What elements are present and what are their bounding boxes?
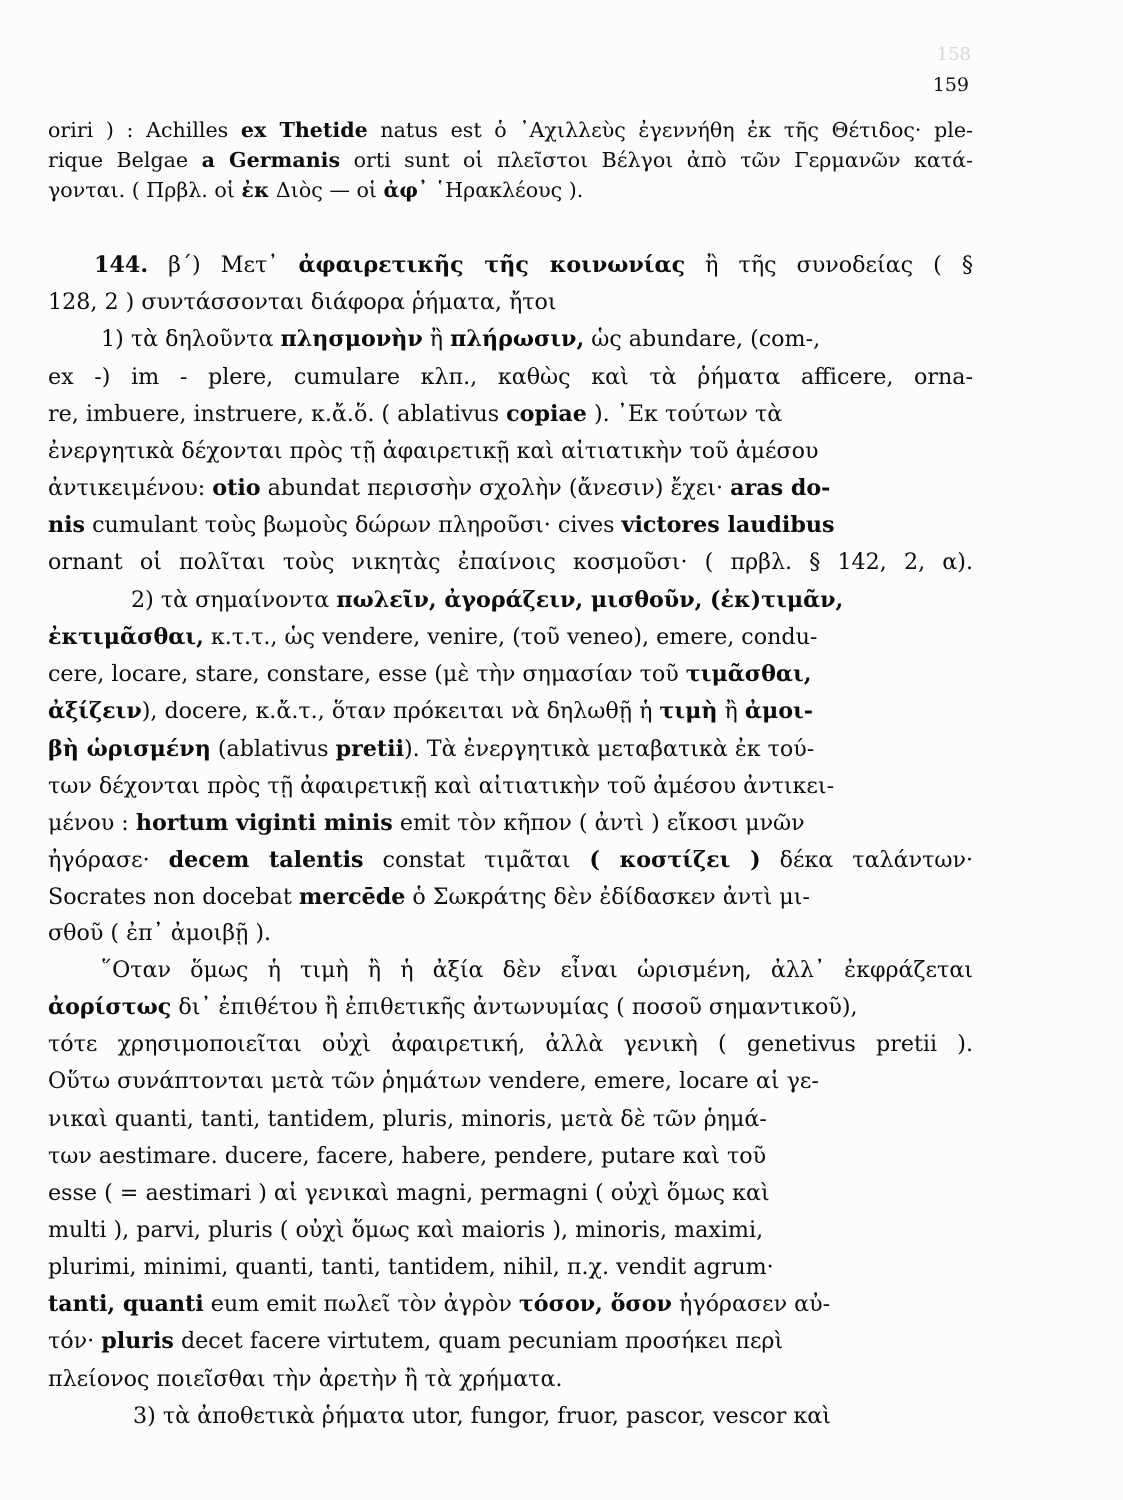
- line-content: [48, 289, 557, 315]
- bold-text-run: 144.: [94, 252, 149, 278]
- text-line: [94, 252, 973, 278]
- bold-text-run: otio: [212, 475, 261, 501]
- line-content: [48, 736, 814, 762]
- text-line: [48, 920, 973, 946]
- text-run: re, imbuere, instruere, κ.ἄ.ὅ. ( ablativus: [48, 401, 507, 427]
- text-run: plurimi, minimi, quanti, tanti, tantidem, nihil, π.χ. vendit agrum·: [48, 1254, 774, 1280]
- text-line: [133, 1403, 973, 1429]
- text-line: [48, 289, 973, 315]
- line-content: [48, 1291, 830, 1317]
- text-run: ex -) im - plere, cumulare κλπ., καθὼς καὶ τὰ ῥήματα afficere, orna-: [48, 364, 973, 390]
- text-run: γονται. ( Πρβλ. οἱ: [48, 178, 242, 202]
- text-run: Socrates non docebat: [48, 884, 299, 910]
- text-run: Διὸς — οἱ: [269, 178, 384, 202]
- line-content: [94, 252, 973, 278]
- line-content: [48, 1217, 763, 1243]
- text-line: [48, 994, 973, 1020]
- text-run: 128, 2 ) συντάσσονται διάφορα ῥήματα, ἤτοι: [48, 289, 557, 315]
- text-run: ), docere, κ.ἄ.τ., ὅταν πρόκειται νὰ δηλωθῇ ἡ: [141, 698, 660, 724]
- text-line: [48, 698, 973, 724]
- text-run: δι᾽ ἐπιθέτου ἢ ἐπιθετικῆς ἀντωνυμίας ( ποσοῦ σημαντικοῦ),: [171, 994, 858, 1020]
- text-line: [101, 957, 973, 983]
- text-run: ἠγόρασε·: [48, 847, 169, 873]
- text-run: 1) τὰ δηλοῦντα: [101, 326, 281, 352]
- text-line: [48, 810, 973, 836]
- text-line: [48, 1366, 973, 1392]
- line-content: [48, 1106, 767, 1132]
- text-line: [48, 773, 973, 799]
- text-run: ). ᾽Εκ τούτων τὰ: [586, 401, 783, 427]
- text-run: constat τιμᾶται: [363, 847, 590, 873]
- line-content: [48, 1143, 766, 1169]
- text-run: ). Τὰ ἐνεργητικὰ μεταβατικὰ ἐκ τού-: [404, 736, 815, 762]
- bold-text-run: a Germanis: [201, 148, 341, 172]
- text-run: των aestimare. ducere, facere, habere, pendere, putare καὶ τοῦ: [48, 1143, 767, 1169]
- bold-text-run: πλησμονὴν: [280, 326, 423, 352]
- text-run: ἢ: [717, 698, 745, 724]
- text-run: τότε χρησιμοποιεῖται οὐχὶ ἀφαιρετική, ἀλλὰ γενικὴ ( genetivus pretii ).: [48, 1031, 973, 1057]
- bold-text-run: ἀξίζειν: [48, 698, 142, 724]
- line-content: [133, 1403, 831, 1429]
- bold-text-run: pluris: [101, 1328, 174, 1354]
- bold-text-run: nis: [48, 512, 86, 538]
- text-line: [48, 661, 973, 687]
- bold-text-run: ex Thetide: [240, 118, 368, 142]
- text-line: [48, 1254, 973, 1280]
- bold-text-run: ἀμοι-: [744, 698, 813, 724]
- text-run: τόν·: [48, 1328, 102, 1354]
- text-run: πλείονος ποιεῖσθαι τὴν ἀρετὴν ἢ τὰ χρήματα.: [48, 1366, 563, 1392]
- line-content: [48, 1068, 819, 1094]
- text-line: [131, 587, 973, 613]
- bold-text-run: victores laudibus: [621, 512, 835, 538]
- text-line: [48, 178, 973, 202]
- line-content: [48, 512, 834, 538]
- text-run: των δέχονται πρὸς τῇ ἀφαιρετικῇ καὶ αἰτιατικὴν τοῦ ἀμέσου ἀντικει-: [48, 773, 835, 799]
- text-run: μένου :: [48, 810, 136, 836]
- text-run: multi ), parvi, pluris ( οὐχὶ ὅμως καὶ maioris ), minoris, maximi,: [48, 1217, 764, 1243]
- line-content: [48, 1254, 774, 1280]
- bold-text-run: τιμᾶσθαι,: [685, 661, 812, 687]
- text-run: 3) τὰ ἀποθετικὰ ῥήματα utor, fungor, fruor, pascor, vescor καὶ: [133, 1403, 831, 1429]
- bold-text-run: βὴ ὡρισμένη: [48, 736, 211, 762]
- bold-text-run: pretii: [335, 736, 405, 762]
- line-content: [48, 549, 973, 575]
- line-content: [48, 178, 583, 202]
- text-run: natus est ὁ ᾽Αχιλλεὺς ἐγεννήθη ἐκ τῆς Θέτιδος· ple-: [367, 118, 973, 142]
- line-content: [48, 401, 782, 427]
- line-content: [48, 624, 817, 650]
- text-run: 2) τὰ σημαίνοντα: [131, 587, 337, 613]
- text-run: cere, locare, stare, constare, esse (μὲ τὴν σημασίαν τοῦ: [48, 661, 686, 687]
- text-line: [48, 736, 973, 762]
- line-content: [48, 118, 973, 142]
- line-content: [48, 661, 811, 687]
- text-line: [48, 1217, 973, 1243]
- text-line: [48, 1143, 973, 1169]
- line-content: [101, 326, 820, 352]
- line-content: [48, 1328, 783, 1354]
- bold-text-run: τιμὴ: [659, 698, 718, 724]
- line-content: [48, 920, 271, 946]
- text-line: [48, 401, 973, 427]
- text-run: eum emit πωλεῖ τὸν ἀγρὸν: [203, 1291, 519, 1317]
- text-run: Οὕτω συνάπτονται μετὰ τῶν ῥημάτων vendere, emere, locare αἱ γε-: [48, 1068, 819, 1094]
- line-content: [48, 698, 813, 724]
- text-line: [48, 438, 973, 464]
- line-content: [48, 773, 834, 799]
- bold-text-run: tanti, quanti: [48, 1291, 204, 1317]
- bold-text-run: ἀφαιρετικῆς τῆς κοινωνίας: [298, 252, 686, 278]
- text-run: β΄) Μετ᾽: [148, 252, 299, 278]
- text-line: [48, 118, 973, 142]
- line-content: [101, 957, 973, 983]
- text-run: δέκα ταλάντων·: [760, 847, 973, 873]
- text-line: [48, 1031, 973, 1057]
- page-number: 159: [932, 74, 969, 96]
- text-run: ornant οἱ πολῖται τοὺς νικητὰς ἐπαίνοις κοσμοῦσι· ( πρβλ. § 142, 2, α).: [48, 549, 973, 575]
- text-run: ἢ τῆς συνοδείας ( §: [685, 252, 973, 278]
- line-content: [48, 1366, 562, 1392]
- line-content: [48, 438, 819, 464]
- line-content: [48, 810, 805, 836]
- line-content: [48, 364, 973, 390]
- text-run: κ.τ.τ., ὡς vendere, venire, (τοῦ veneo), emere, condu-: [203, 624, 818, 650]
- text-run: ἢ: [422, 326, 451, 352]
- line-content: [48, 847, 973, 873]
- text-run: esse ( = aestimari ) αἱ γενικαὶ magni, permagni ( οὐχὶ ὅμως καὶ: [48, 1180, 770, 1206]
- text-line: [48, 1180, 973, 1206]
- bold-text-run: aras do-: [730, 475, 831, 501]
- text-run: σθοῦ ( ἐπ᾽ ἀμοιβῇ ).: [48, 920, 272, 946]
- bold-text-run: πωλεῖν, ἀγοράζειν, μισθοῦν, (ἐκ)τιμᾶν,: [336, 587, 844, 613]
- text-run: ῾Ηρακλέους ).: [428, 178, 584, 202]
- bold-text-run: ( κοστίζει ): [589, 847, 761, 873]
- bold-text-run: ἀφ᾽: [383, 178, 429, 202]
- text-line: [48, 148, 973, 172]
- text-run: rique Belgae: [48, 148, 202, 172]
- text-run: cumulant τοὺς βωμοὺς δώρων πληροῦσι· cives: [85, 512, 622, 538]
- text-line: [48, 1291, 973, 1317]
- line-content: [131, 587, 843, 613]
- text-run: ἀντικειμένου:: [48, 475, 213, 501]
- text-line: [48, 847, 973, 873]
- text-line: [48, 512, 973, 538]
- bold-text-run: decem talentis: [168, 847, 364, 873]
- line-content: [48, 884, 810, 910]
- text-run: abundat περισσὴν σχολὴν (ἄνεσιν) ἔχει·: [260, 475, 731, 501]
- text-line: [48, 624, 973, 650]
- text-run: emit τὸν κῆπον ( ἀντὶ ) εἴκοσι μνῶν: [392, 810, 805, 836]
- text-line: [48, 549, 973, 575]
- text-run: ἐνεργητικὰ δέχονται πρὸς τῇ ἀφαιρετικῇ καὶ αἰτιατικὴν τοῦ ἀμέσου: [48, 438, 819, 464]
- text-line: [48, 364, 973, 390]
- bold-text-run: ἐκτιμᾶσθαι,: [48, 624, 204, 650]
- text-line: [48, 1106, 973, 1132]
- text-line: [101, 326, 973, 352]
- bold-text-run: πλήρωσιν,: [450, 326, 585, 352]
- bold-text-run: ἐκ: [241, 178, 270, 202]
- text-run: ὡς abundare, (com-,: [584, 326, 821, 352]
- text-run: ἠγόρασεν αὐ-: [671, 1291, 831, 1317]
- bold-text-run: mercēde: [298, 884, 406, 910]
- text-run: decet facere virtutem, quam pecuniam προσήκει περὶ: [173, 1328, 784, 1354]
- bold-text-run: copiae: [506, 401, 587, 427]
- text-run: ῞Οταν ὅμως ἡ τιμὴ ἢ ἡ ἀξία δὲν εἶναι ὡρισμένη, ἀλλ᾽ ἐκφράζεται: [101, 957, 973, 983]
- bleed-through-page-number: 158: [936, 44, 971, 65]
- text-line: [48, 475, 973, 501]
- line-content: [48, 475, 830, 501]
- text-run: νικαὶ quanti, tanti, tantidem, pluris, minoris, μετὰ δὲ τῶν ῥημά-: [48, 1106, 767, 1132]
- text-run: orti sunt οἱ πλεῖστοι Βέλγοι ἀπὸ τῶν Γερμανῶν κατά-: [340, 148, 973, 172]
- line-content: [48, 994, 858, 1020]
- line-content: [48, 148, 973, 172]
- bold-text-run: τόσον, ὅσον: [518, 1291, 672, 1317]
- bold-text-run: ἀορίστως: [48, 994, 172, 1020]
- text-run: oriri ) : Achilles: [48, 118, 241, 142]
- text-line: [48, 1328, 973, 1354]
- line-content: [48, 1031, 973, 1057]
- text-run: (ablativus: [210, 736, 336, 762]
- bold-text-run: hortum viginti minis: [135, 810, 393, 836]
- text-run: ὁ Σωκράτης δὲν ἐδίδασκεν ἀντὶ μι-: [405, 884, 810, 910]
- text-line: [48, 884, 973, 910]
- text-line: [48, 1068, 973, 1094]
- line-content: [48, 1180, 770, 1206]
